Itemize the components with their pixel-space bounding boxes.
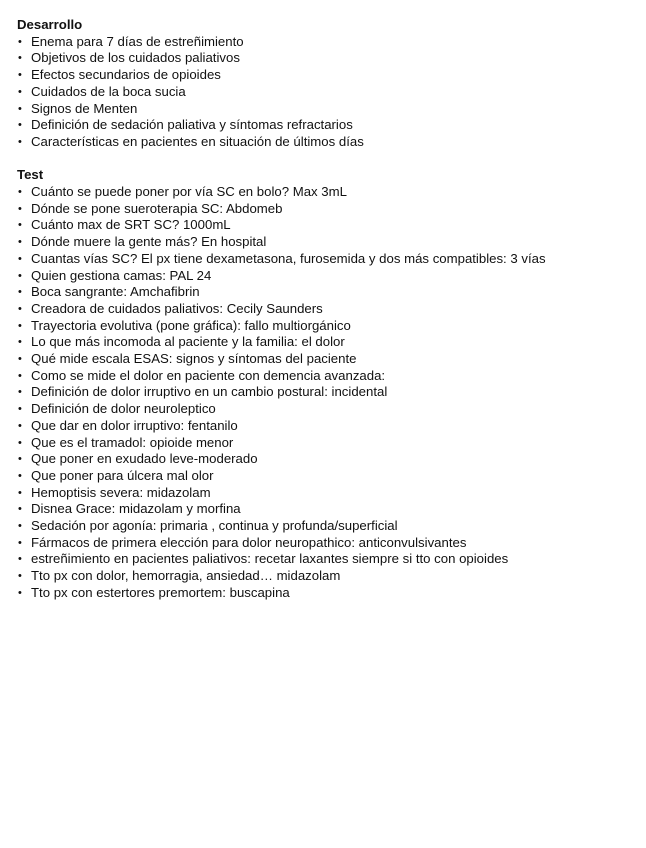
list-item: • Que es el tramadol: opioide menor bbox=[17, 435, 629, 452]
section-title-test: Test bbox=[17, 167, 44, 183]
list-item: • Definición de dolor irruptivo en un cambio postural: incidental bbox=[17, 384, 629, 401]
list-item: • Creadora de cuidados paliativos: Cecily Saunders bbox=[17, 301, 629, 318]
list-item: • Sedación por agonía: primaria , continua y profunda/superficial bbox=[17, 518, 629, 535]
list-item: • Que poner para úlcera mal olor bbox=[17, 468, 629, 485]
list-item: • Cuantas vías SC? El px tiene dexametasona, furosemida y dos más compatibles: 3 vías bbox=[17, 251, 629, 268]
list-item: • Definición de sedación paliativa y síntomas refractarios bbox=[17, 117, 629, 134]
list-item: • Fármacos de primera elección para dolor neuropathico: anticonvulsivantes bbox=[17, 535, 629, 552]
list-item: • Que poner en exudado leve-moderado bbox=[17, 451, 629, 468]
list-item: • Que dar en dolor irruptivo: fentanilo bbox=[17, 418, 629, 435]
list-item: • Cuánto se puede poner por vía SC en bolo? Max 3mL bbox=[17, 184, 629, 201]
list-item: • Cuidados de la boca sucia bbox=[17, 84, 629, 101]
list-item: • Características en pacientes en situación de últimos días bbox=[17, 134, 629, 151]
list-item: • Tto px con estertores premortem: buscapina bbox=[17, 585, 629, 602]
list-item: • Tto px con dolor, hemorragia, ansiedad… midazolam bbox=[17, 568, 629, 585]
list-item: • Dónde muere la gente más? En hospital bbox=[17, 234, 629, 251]
list-item: • Boca sangrante: Amchafibrin bbox=[17, 284, 629, 301]
section-test bbox=[17, 167, 629, 601]
list-item: • Qué mide escala ESAS: signos y síntomas del paciente bbox=[17, 351, 629, 368]
list-item: • Definición de dolor neuroleptico bbox=[17, 401, 629, 418]
list-item: • estreñimiento en pacientes paliativos: recetar laxantes siempre si tto con opioides bbox=[17, 551, 629, 568]
list-item: • Dónde se pone sueroterapia SC: Abdomeb bbox=[17, 201, 629, 218]
list-desarrollo bbox=[17, 34, 629, 151]
list-item: • Disnea Grace: midazolam y morfina bbox=[17, 501, 629, 518]
list-item: • Signos de Menten bbox=[17, 101, 629, 118]
list-item: • Objetivos de los cuidados paliativos bbox=[17, 50, 629, 67]
section-spacer bbox=[17, 151, 629, 168]
list-item: • Cuánto max de SRT SC? 1000mL bbox=[17, 217, 629, 234]
list-item: • Hemoptisis severa: midazolam bbox=[17, 485, 629, 502]
list-item: • Trayectoria evolutiva (pone gráfica): fallo multiorgánico bbox=[17, 318, 629, 335]
list-item: • Como se mide el dolor en paciente con demencia avanzada: bbox=[17, 368, 629, 385]
list-item: • Efectos secundarios de opioides bbox=[17, 67, 629, 84]
section-title-desarrollo: Desarrollo bbox=[17, 17, 83, 32]
section-desarrollo bbox=[17, 17, 629, 151]
list-item: • Enema para 7 días de estreñimiento bbox=[17, 34, 629, 51]
list-test bbox=[17, 184, 629, 602]
list-item: • Lo que más incomoda al paciente y la familia: el dolor bbox=[17, 334, 629, 351]
list-item: • Quien gestiona camas: PAL 24 bbox=[17, 268, 629, 285]
